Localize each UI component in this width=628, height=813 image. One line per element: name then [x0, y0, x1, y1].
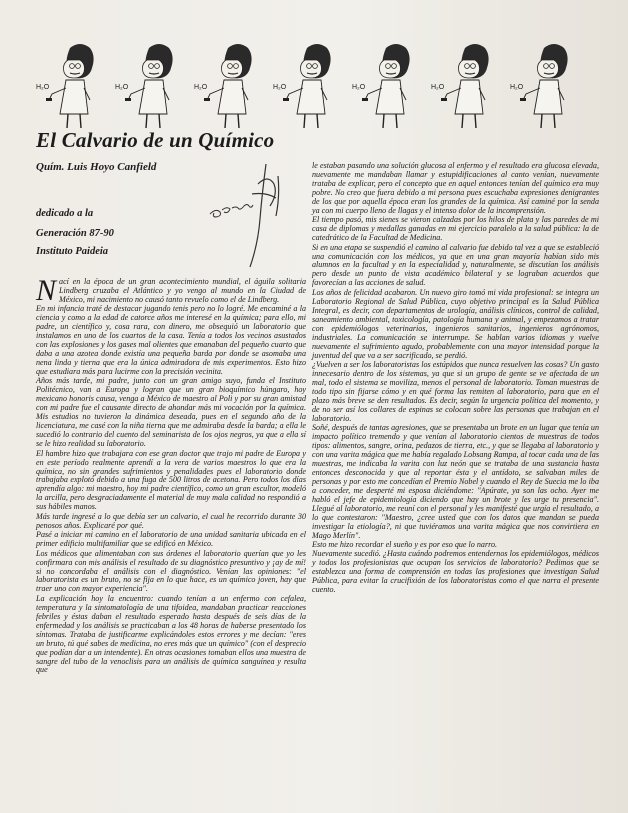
h2o-label: H₂O	[352, 84, 366, 91]
paragraph: En mi infancia traté de destacar jugando tenis pero no lo logré. Me encaminé a la ciencia y como a la edad de catorce años me interesé en la química; para ello, mi padre, un científico y, cosa rara, con dinero, me obsequió un laboratorio que instalamos en uno de los cuartos de la casa. Tenía a todos los vecinos asustados con las explosiones y los gases mal olientes que emanaban del pequeño cuarto que daba a una azotea donde existía una pequeña barda por donde se asomaba una nena linda y tierna que era la única admiradora de mis experimentos. Esto hizo que estudiara más para lucirme con la precisión vecinita.	[36, 304, 306, 377]
chemist-cartoon	[510, 38, 580, 130]
dedication-line-3: Instituto Paideia	[36, 246, 109, 257]
paragraph-text: ací en la época de un gran acontecimiento mundial, el águila solitaria Lindberg cruzaba el Atlántico y yo vengo al mundo en la Ciudad de México, mi nacimiento no causó tanto revuelo como el de Lindberg.	[59, 277, 306, 304]
drop-cap: N	[36, 274, 57, 307]
dedication-line-1: dedicado a la	[36, 208, 94, 219]
h2o-label: H₂O	[431, 84, 445, 91]
right-column	[312, 162, 599, 596]
paragraph: ¿Vuelven a ser los laboratoristas los estúpidos que nunca resuelven las cosas? Un gasto innecesario dentro de los sistemas, ya que si un grupo de gente se ve afectada de un mal, todo el sistema se moviliza, menos el personal de laboratorio. Toman muestras de todo tipo sin fijarse cómo y en qué forma las remiten al laboratorio, para que en el plazo más breve se den resultados. Es decir, según la urgencia política del momento, y de no ser así los collares de espinas se colocan sobre las personas que trabajan en el laboratorio.	[312, 359, 599, 423]
paragraph: Si en una etapa se suspendió el camino al calvario fue debido tal vez a que se estableció una comunicación con los médicos, ya que en una gran mayoría habían sido mis alumnos en la facultad y en la especialidad y, naturalmente, se discutían los análisis pero desde un punto de vista académico bilateral y se lograban acuerdos que favorecían a las acciones de salud.	[312, 242, 599, 288]
chemist-cartoon	[194, 38, 264, 130]
h2o-label: H₂O	[510, 84, 524, 91]
paragraph: Más tarde ingresé a lo que debía ser un calvario, el cual he recorrido durante 30 penosos años. Explicaré por qué.	[36, 511, 306, 530]
handwritten-signature	[208, 154, 298, 274]
chemist-cartoon	[36, 38, 106, 130]
dedication-line-2: Generación 87-90	[36, 228, 114, 239]
paragraph: Pasé a iniciar mi camino en el laboratorio de una unidad sanitaria ubicada en el primer edificio multifamiliar que se edificó en México.	[36, 530, 306, 549]
paragraph: El hambre hizo que trabajara con ese gran doctor que trajo mi padre de Europa y en este período realmente aprendí a la vera de varios maestros lo que era la química, no sin grandes sufrimientos y penalidades pues el laboratorio donde trabajaba explotó debido a una fuga de 500 litros de acetona. Pero todos los días aprendía algo: mi maestro, hoy mi padre científico, como un gran escultor, modeló la arcilla, pero desgraciadamente el material de muy mala calidad no respondió a sus hábiles manos.	[36, 448, 306, 512]
paragraph: La explicación hoy la encuentro: cuando tenían a un enfermo con cefalea, temperatura y la sintomatología de una tifoidea, mandaban practicar reacciones febriles y éstas daban el resultado esperado hasta después de seis días de la enfermedad y los análisis se practicaban a los 48 horas de haberse presentado los síntomas. Trataba de justificarme explicándoles estos errores y me decían: "eres un bruto, tú qué sabes de medicina, no eres más que un químico" (con el desprecio que podían dar a un intendente). En otras ocasiones tomaban ellos una muestra de sangre del tubo de la venoclisis para un análisis de química sanguínea y resulta que	[36, 593, 306, 675]
chemist-cartoon	[273, 38, 343, 130]
cartoon-strip	[36, 38, 596, 130]
paragraph	[36, 274, 306, 307]
paragraph: Soñé, después de tantas agresiones, que se presentaba un brote en un lugar que tenía un impacto político tremendo y que venían al laboratorio cientos de muestras de todos tipos: alimentos, sangre, orina, pedazos de tierra, etc., y que se llegaba al laboratorio y con una varita mágica que me había regalado Lobsang Rampa, al tocar cada una de las muestras, me indicaba la varita con luz neón que se trataba de una sustancia hasta entonces desconocida y que al reportar ésta y el antídoto, se salvaban miles de personas y por esto me concedían el Premio Nobel y cuando el Rey de Suecia me lo iba a conceder, me desperté mi esposa diciéndome: "Apúrate, ya son las ocho. Ayer me habló el jefe de epidemiología diciendo que hay un brote y les urge tu presencia". Llegué al laboratorio, me reuní con el personal y les manifesté que urgía el resultado, a lo que contestaron: "Maestro, ¿cree usted que con los datos que mandan se pueda investigar la etiología?, ni que tuviéramos una varita mágica que nos convirtiera en Mago Merlín".	[312, 423, 599, 540]
left-column	[36, 274, 306, 676]
chemist-cartoon	[115, 38, 185, 130]
paragraph: Esto me hizo recordar el sueño y es por eso que lo narro.	[312, 540, 498, 550]
h2o-label: H₂O	[115, 84, 129, 91]
article-title: El Calvario de un Químico	[36, 128, 275, 152]
h2o-label: H₂O	[36, 84, 50, 91]
paragraph: Nuevamente sucedió. ¿Hasta cuándo podremos entendernos los epidemiólogos, médicos y todos los profesionistas que ocupan los servicios de laboratorio? Pedimos que se establezca una forma de comprensión en todas las profesiones que investigan Salud Pública, para evitar la crucifixión de los laboratoristas como el que narra el presente cuento.	[312, 549, 599, 595]
paragraph: Los años de felicidad acabaron. Un nuevo giro tomó mi vida profesional: se integra un Laboratorio Regional de Salud Pública, cuyo objetivo principal es la Salud Pública Integral, es decir, con departamentos de urología, análisis clínicos, control de calidad, saneamiento ambiental, toxicología, patología humana y animal, y empezamos a tratar con epidemiólogos veterinarios, ingenieros sanitarios, ingenieros agrónomos, industriales. La comunicación se interrumpe. Se hablan varios idiomas y vuelve nuevamente el sufrimiento agudo, probablemente con una mayor intensidad porque la juventud del que va a ser sacrificado, se perdió.	[312, 287, 599, 360]
paragraph: Los médicos que alimentaban con sus órdenes el laboratorio querían que yo les confirmara con mis análisis el resultado de su diagnóstico presuntivo y ¡ay de mí! si no concordaba el análisis con el diagnóstico. Venían las opiniones: "el laboratorista es un bruto, no se fija en lo que hace, es un químico joven, hay que traer uno con mayor experiencia".	[36, 548, 306, 594]
chemist-cartoon	[352, 38, 422, 130]
h2o-label: H₂O	[273, 84, 287, 91]
paragraph: le estaban pasando una solución glucosa al enfermo y el resultado era glucosa elevada, nuevamente me mandaban llamar y estupidificaciones al canto venían, nuevamente trataba de explicar, pero el concepto que en aquel entonces tenían del químico era muy pobre. No creo que fuera debido a mi persona pues escuchaba expresiones denigrantes de los que por aquella época eran los grandes de la química. Así caminé por la senda ya con mi cuerpo lleno de llagas y el intenso dolor de la incomprensión.	[312, 161, 599, 215]
chemist-cartoon	[431, 38, 501, 130]
author-name: Quím. Luis Hoyo Canfield	[36, 161, 157, 173]
paragraph: El tiempo pasó, mis sienes se vieron calzadas por los hilos de plata y las paredes de mi casa de diplomas y medallas ganadas en mi ejercicio paralelo a la salud pública: la de catedrático de la Facultad de Medicina.	[312, 215, 599, 243]
paragraph: Años más tarde, mi padre, junto con un gran amigo suyo, funda el Instituto Politécnico, van a Europa y logran que un gran bioquímico húngaro, hoy mexicano honoris causa, venga a México de maestro al Poli y por su gran amistad con mi padre fue el causante directo de ahondar más mi vocación por la química. Mis estudios no tuvieron la dinámica deseada, pues en el segundo año de la licenciatura, me casé con la niña tierna que me admiraba desde la barda; a ella le sucedió lo contrario del cuento del seminarista de los ojos negros, ya que a ella sí se le hizo realidad su laboratorio.	[36, 376, 306, 449]
h2o-label: H₂O	[194, 84, 208, 91]
